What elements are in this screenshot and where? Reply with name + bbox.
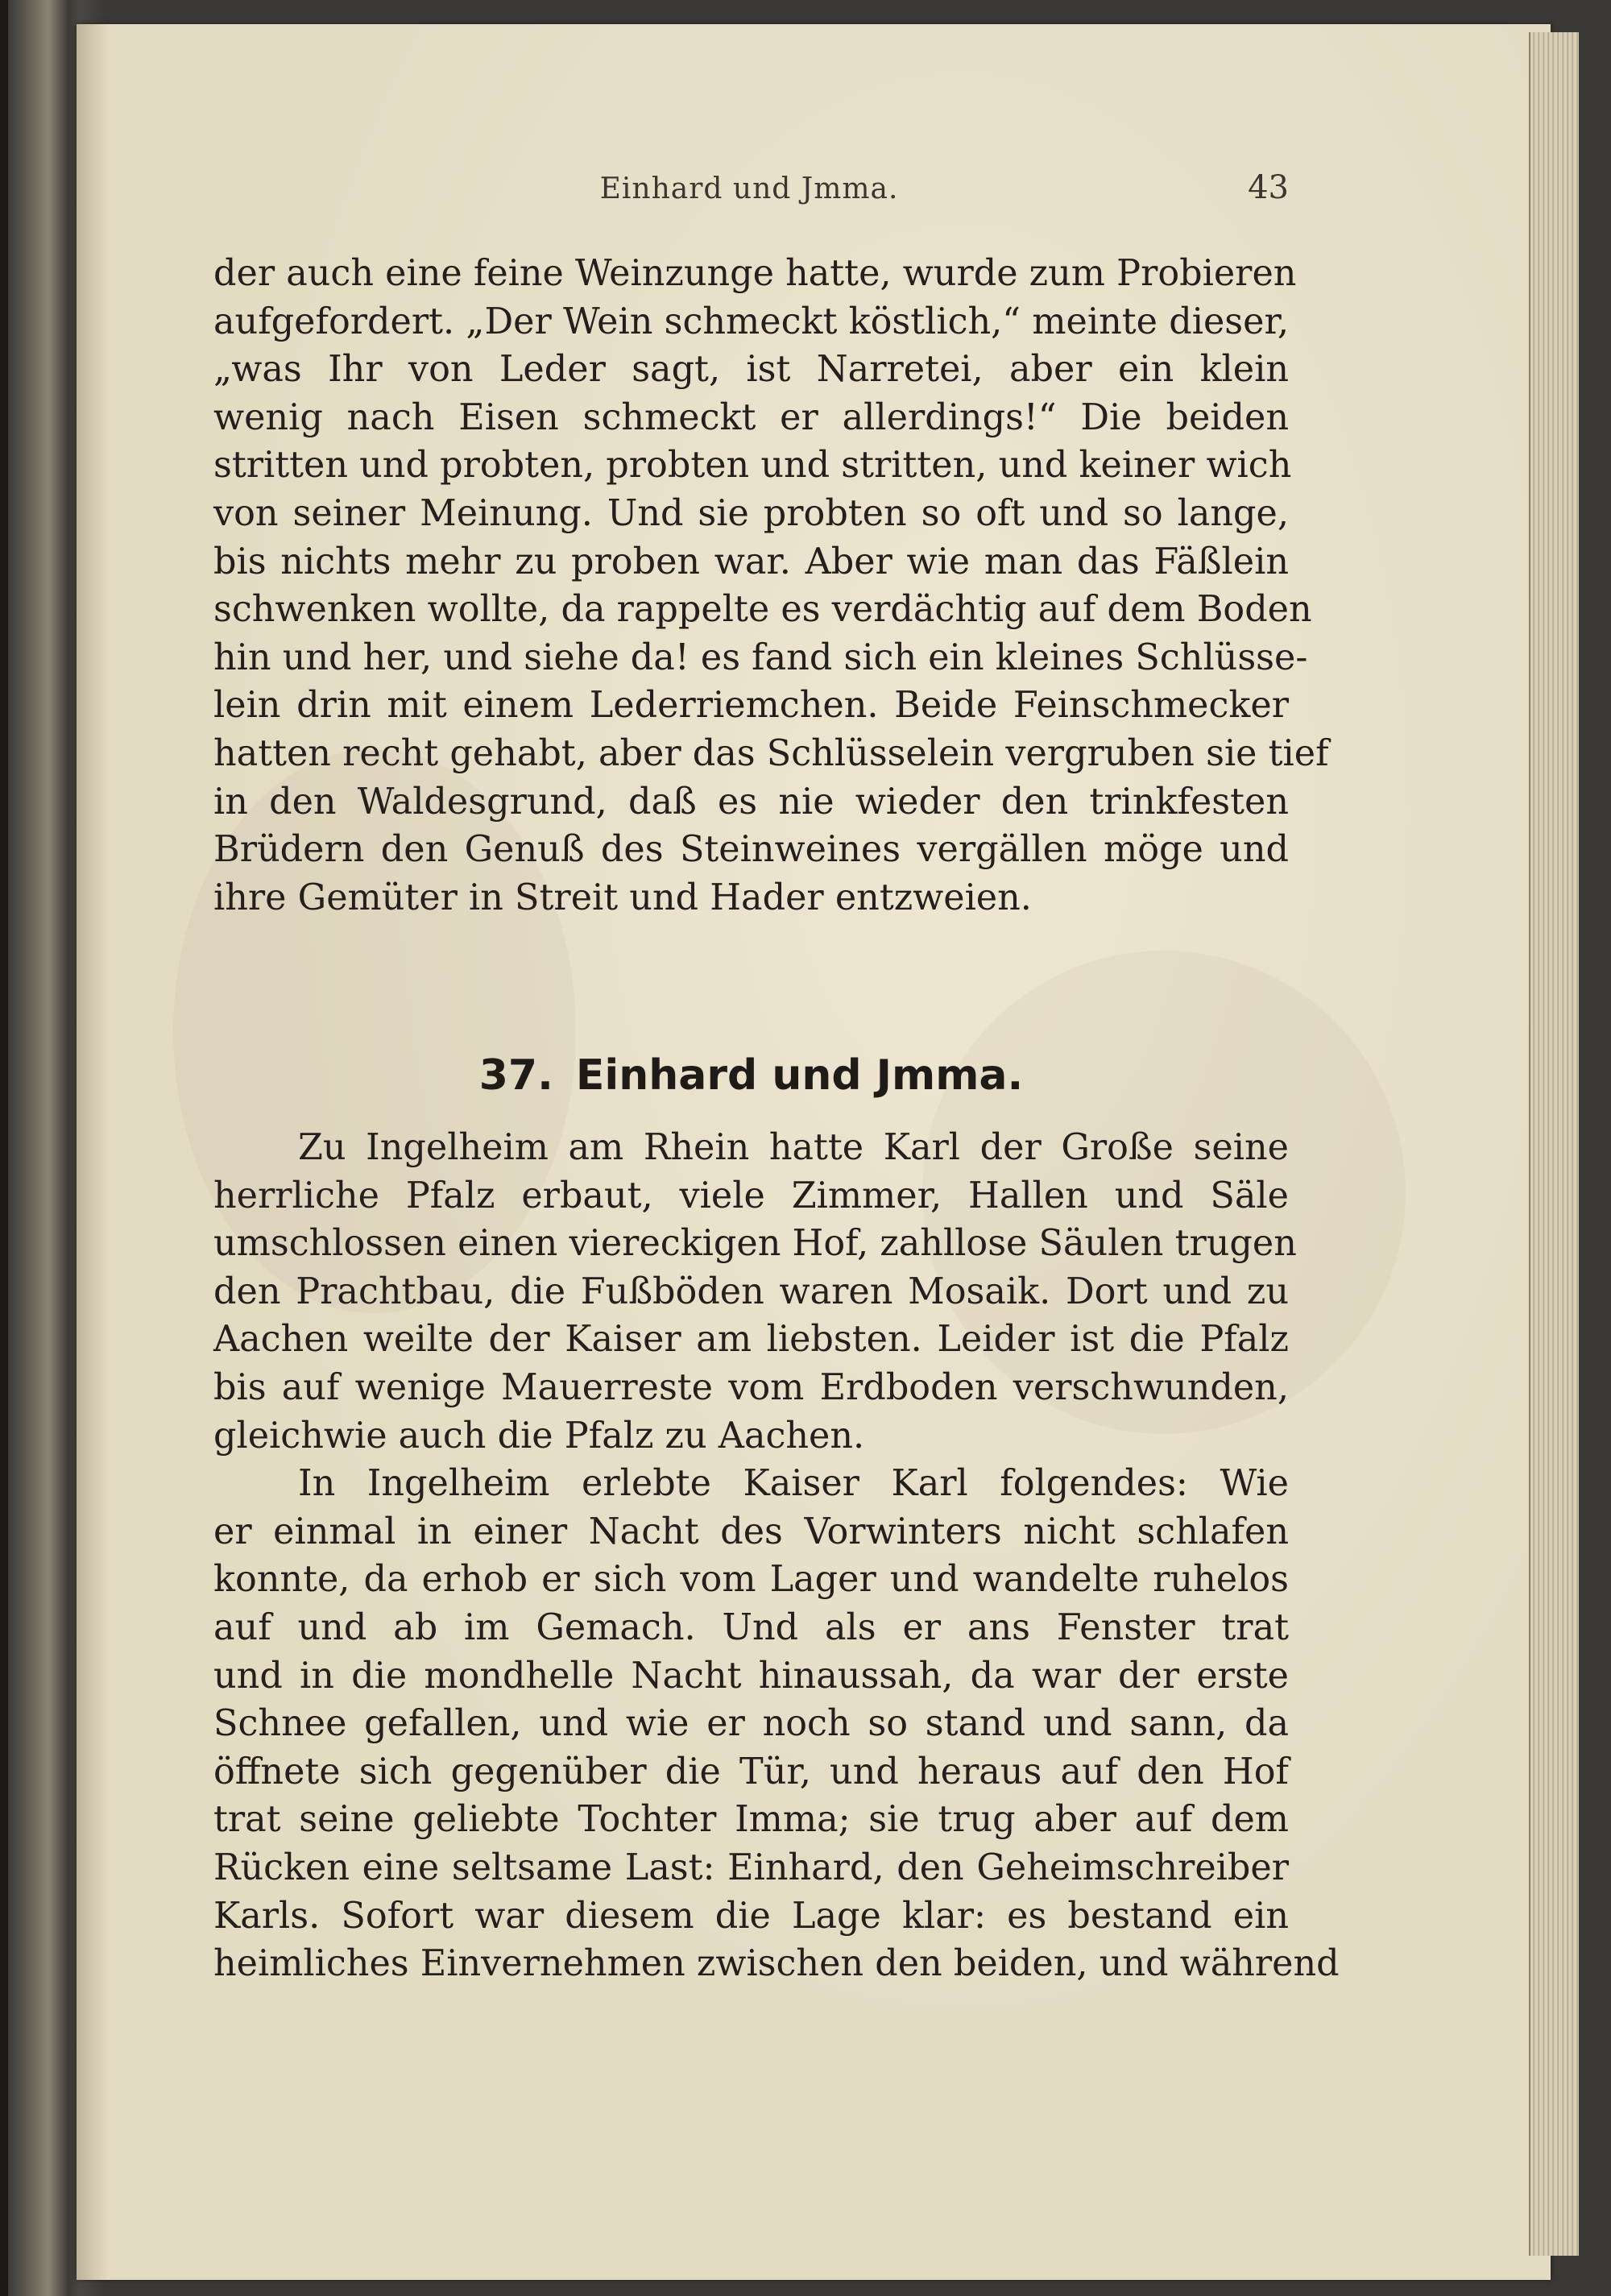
paragraph-continuation xyxy=(213,250,1329,922)
text-line: In Ingelheim erlebte Kaiser Karl folgendes: Wie xyxy=(298,1463,1289,1505)
page-edges xyxy=(1529,32,1579,2256)
section-body xyxy=(213,1124,1340,1988)
text-line: Karls. Sofort war diesem die Lage klar: es bestand ein xyxy=(213,1895,1289,1937)
text-line: der auch eine feine Weinzunge hatte, wurde zum Probieren xyxy=(213,253,1297,294)
text-line: aufgefordert. „Der Wein schmeckt köstlich,“ meinte dieser, xyxy=(213,300,1289,342)
text-line: trat seine geliebte Tochter Imma; sie trug aber auf dem xyxy=(213,1799,1289,1841)
text-line: in den Waldesgrund, daß es nie wieder den trinkfesten xyxy=(213,781,1289,823)
running-title: Einhard und Jmma. xyxy=(599,172,899,205)
text-line: heimliches Einvernehmen zwischen den beiden, und während xyxy=(213,1943,1340,1985)
text-line: auf und ab im Gemach. Und als er ans Fenster trat xyxy=(213,1606,1289,1648)
text-line: herrliche Pfalz erbaut, viele Zimmer, Hallen und Säle xyxy=(213,1175,1289,1216)
text-line: umschlossen einen viereckigen Hof, zahllose Säulen trugen xyxy=(213,1223,1297,1265)
text-line: ihre Gemüter in Streit und Hader entzweien. xyxy=(213,877,1032,918)
text-line: er einmal in einer Nacht des Vorwinters nicht schlafen xyxy=(213,1511,1289,1552)
text-line: „was Ihr von Leder sagt, ist Narretei, aber ein klein xyxy=(213,349,1289,391)
text-line: wenig nach Eisen schmeckt er allerdings!“ Die beiden xyxy=(213,396,1289,438)
text-line: öffnete sich gegenüber die Tür, und heraus auf den Hof xyxy=(213,1751,1289,1792)
text-line: und in die mondhelle Nacht hinaussah, da war der erste xyxy=(213,1655,1289,1697)
section-number: 37. xyxy=(478,1051,553,1100)
page-header xyxy=(209,168,1289,208)
text-line: Rücken eine seltsame Last: Einhard, den Geheimschreiber xyxy=(213,1846,1289,1888)
text-line: Schnee gefallen, und wie er noch so stand und sann, da xyxy=(213,1703,1289,1745)
text-line: stritten und probten, probten und stritten, und keiner wich xyxy=(213,445,1292,487)
text-line: lein drin mit einem Lederriemchen. Beide Feinschmecker xyxy=(213,685,1289,727)
text-line: gleichwie auch die Pfalz zu Aachen. xyxy=(213,1415,865,1457)
text-line: hin und her, und siehe da! es fand sich ein kleines Schlüsse- xyxy=(213,636,1308,678)
text-line: Aachen weilte der Kaiser am liebsten. Leider ist die Pfalz xyxy=(213,1319,1289,1361)
text-line: konnte, da erhob er sich vom Lager und wandelte ruhelos xyxy=(213,1559,1289,1601)
text-line: bis auf wenige Mauerreste vom Erdboden verschwunden, xyxy=(213,1366,1289,1408)
text-line: Brüdern den Genuß des Steinweines vergällen möge und xyxy=(213,829,1289,871)
page-number: 43 xyxy=(1248,169,1289,206)
section-title: Einhard und Jmma. xyxy=(575,1051,1024,1100)
section-heading xyxy=(213,1051,1289,1100)
book-spine-shadow xyxy=(0,0,8,2296)
text-line: Zu Ingelheim am Rhein hatte Karl der Große seine xyxy=(298,1127,1289,1168)
text-line: bis nichts mehr zu proben war. Aber wie man das Fäßlein xyxy=(213,541,1289,582)
text-line: hatten recht gehabt, aber das Schlüsselein vergruben sie tief xyxy=(213,732,1329,774)
text-line: den Prachtbau, die Fußböden waren Mosaik. Dort und zu xyxy=(213,1270,1289,1312)
text-line: schwenken wollte, da rappelte es verdächtig auf dem Boden xyxy=(213,589,1312,631)
text-line: von seiner Meinung. Und sie probten so oft und so lange, xyxy=(213,492,1289,534)
